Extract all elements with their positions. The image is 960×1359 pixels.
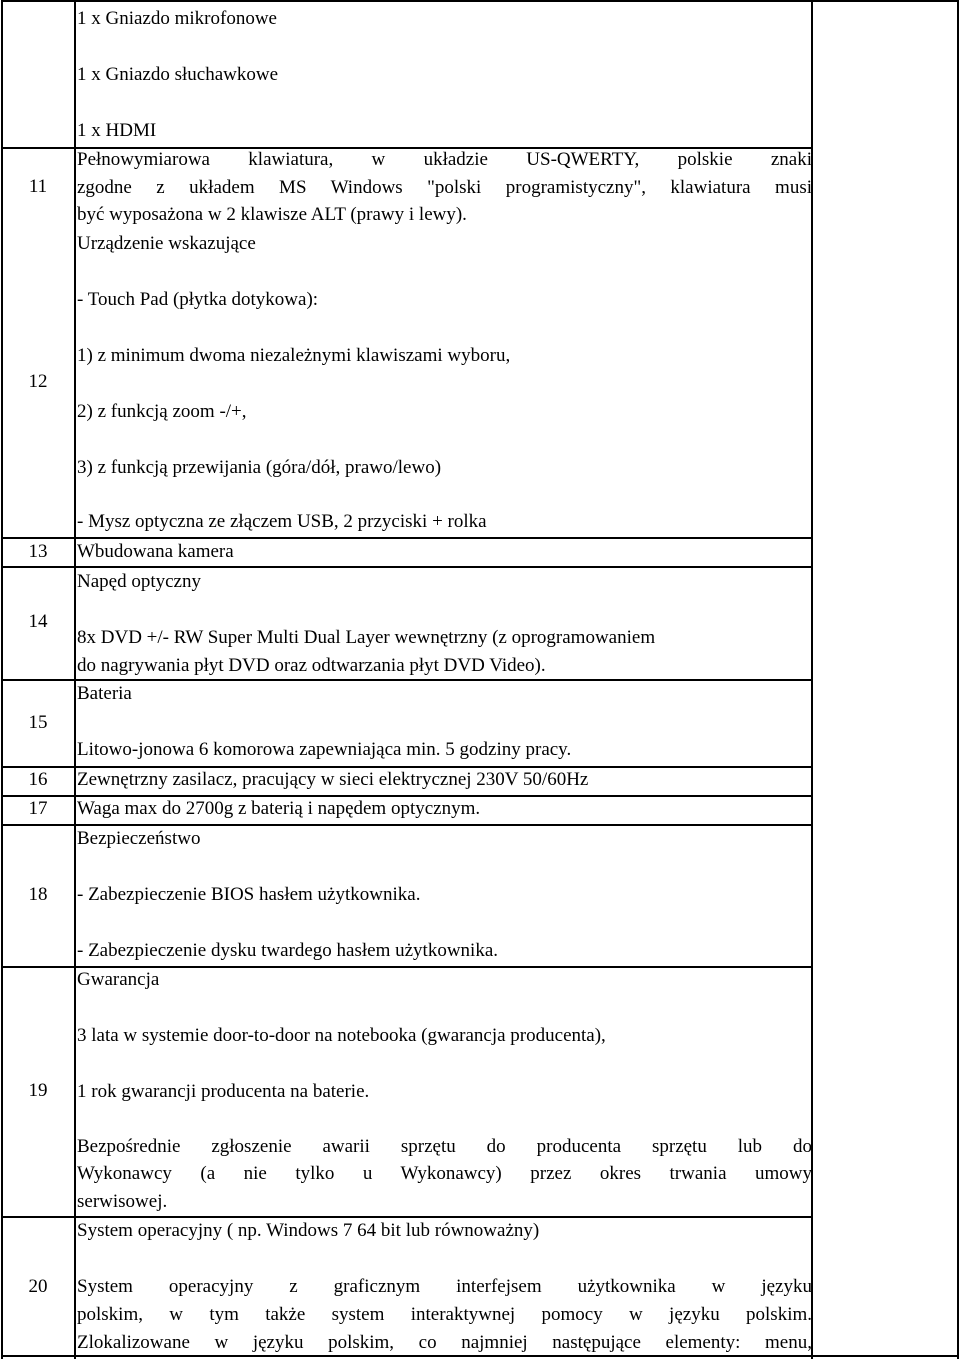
- row-number-14: 14: [28, 611, 48, 632]
- spec-line: - Mysz optyczna ze złączem USB, 2 przyciski + rolka: [77, 511, 487, 532]
- spec-line: System operacyjny ( np. Windows 7 64 bit lub równoważny): [77, 1220, 540, 1241]
- spec-line: Pełnowymiarowa klawiatura, w układzie US-QWERTY, polskie znaki: [77, 149, 812, 170]
- spec-line: Urządzenie wskazujące: [77, 233, 256, 254]
- spec-line: do nagrywania płyt DVD oraz odtwarzania płyt DVD Video).: [77, 655, 546, 676]
- spec-line: Zlokalizowane w języku polskim, co najmniej następujące elementy: menu,: [77, 1332, 812, 1353]
- row-divider: [1, 537, 812, 539]
- spec-line: 1 x HDMI: [77, 120, 157, 141]
- spec-line: 2) z funkcją zoom -/+,: [77, 401, 247, 422]
- spec-line: Bezpieczeństwo: [77, 828, 201, 849]
- row-divider: [1, 679, 812, 681]
- row-number-12: 12: [28, 371, 48, 392]
- spec-line: Napęd optyczny: [77, 571, 201, 592]
- spec-line: 1 x Gniazdo słuchawkowe: [77, 64, 279, 85]
- row-number-16: 16: [28, 769, 48, 790]
- row-number-19: 19: [28, 1080, 48, 1101]
- table-border-bottom: [1, 1355, 959, 1357]
- row-number-20: 20: [28, 1276, 48, 1297]
- spec-line: Bezpośrednie zgłoszenie awarii sprzętu do producenta sprzętu lub do: [77, 1136, 812, 1157]
- row-number-18: 18: [28, 884, 48, 905]
- row-divider: [1, 966, 812, 968]
- table-border-top: [1, 0, 959, 2]
- row-number-11: 11: [28, 176, 48, 197]
- spec-line: Zewnętrzny zasilacz, pracujący w sieci elektrycznej 230V 50/60Hz: [77, 769, 589, 790]
- row-divider: [1, 1216, 812, 1218]
- row-divider: [1, 766, 812, 768]
- row-number-13: 13: [28, 541, 48, 562]
- row-divider: [1, 824, 812, 826]
- spec-line: 3) z funkcją przewijania (góra/dół, prawo/lewo): [77, 457, 442, 478]
- spec-line: zgodne z układem MS Windows "polski programistyczny", klawiatura musi: [77, 177, 812, 198]
- spec-line: - Touch Pad (płytka dotykowa):: [77, 289, 319, 310]
- spec-line: być wyposażona w 2 klawisze ALT (prawy i lewy).: [77, 204, 467, 225]
- row-divider: [1, 566, 812, 568]
- spec-line: 8x DVD +/- RW Super Multi Dual Layer wewnętrzny (z oprogramowaniem: [77, 627, 656, 648]
- spec-line: - Zabezpieczenie dysku twardego hasłem użytkownika.: [77, 940, 499, 961]
- spec-line: Gwarancja: [77, 969, 160, 990]
- spec-line: Waga max do 2700g z baterią i napędem optycznym.: [77, 798, 481, 819]
- row-number-17: 17: [28, 798, 48, 819]
- row-number-15: 15: [28, 712, 48, 733]
- spec-line: Bateria: [77, 683, 132, 704]
- spec-line: 3 lata w systemie door-to-door na notebooka (gwarancja producenta),: [77, 1025, 606, 1046]
- spec-line: System operacyjny z graficznym interfejsem użytkownika w języku: [77, 1276, 812, 1297]
- spec-line: 1) z minimum dwoma niezależnymi klawiszami wyboru,: [77, 345, 511, 366]
- spec-line: 1 rok gwarancji producenta na baterie.: [77, 1081, 370, 1102]
- table-border-right: [957, 0, 959, 1359]
- spec-line: - Zabezpieczenie BIOS hasłem użytkownika.: [77, 884, 421, 905]
- spec-line: 1 x Gniazdo mikrofonowe: [77, 8, 277, 29]
- spec-line: Wykonawcy (a nie tylko u Wykonawcy) przez okres trwania umowy: [77, 1163, 812, 1184]
- spec-line: Litowo-jonowa 6 komorowa zapewniająca min. 5 godziny pracy.: [77, 739, 572, 760]
- spec-line: serwisowej.: [77, 1191, 168, 1212]
- row-divider: [1, 795, 812, 797]
- spec-line: polskim, w tym także system interaktywnej pomocy w języku polskim.: [77, 1304, 812, 1325]
- spec-line: Wbudowana kamera: [77, 541, 234, 562]
